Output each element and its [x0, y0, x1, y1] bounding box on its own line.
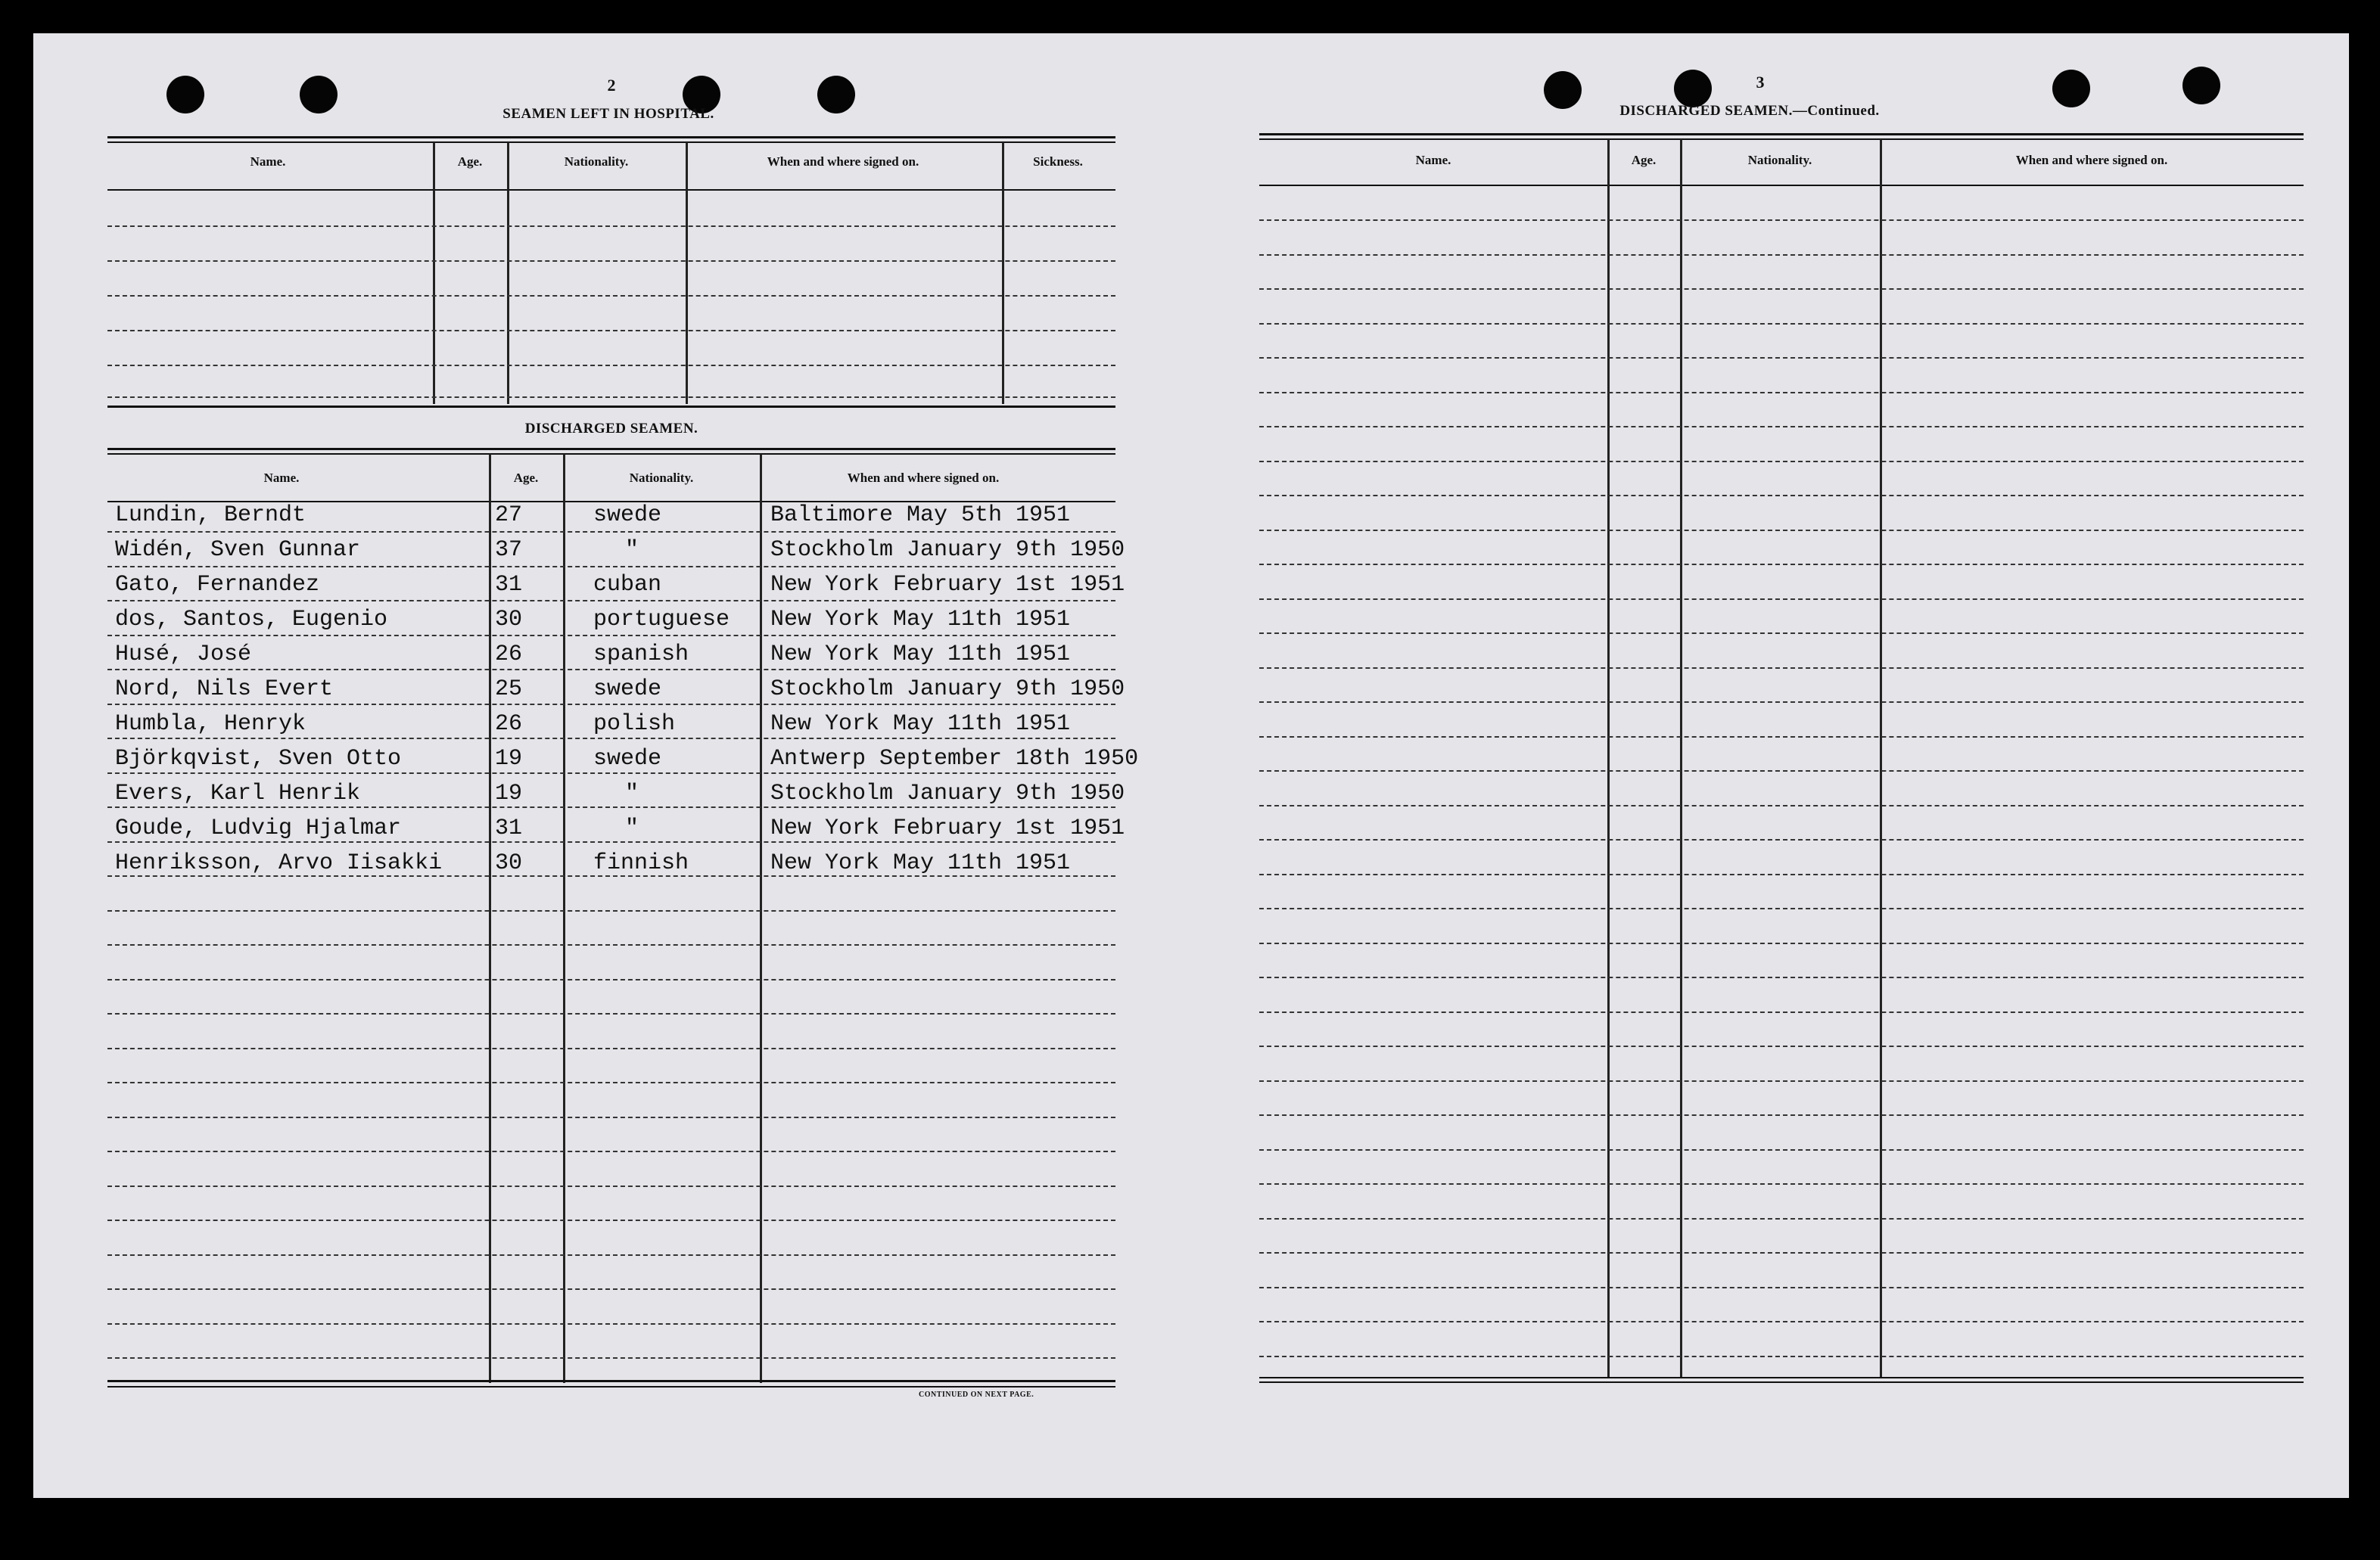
seaman-signed-on: Antwerp September 18th 1950: [770, 746, 1139, 772]
hospital-section-title: SEAMEN LEFT IN HOSPITAL.: [502, 106, 714, 122]
seaman-name: dos, Santos, Eugenio: [115, 607, 388, 632]
seaman-name: Husé, José: [115, 642, 252, 667]
discharged-continued-table: [1259, 133, 2304, 1434]
seaman-signed-on: Stockholm January 9th 1950: [770, 781, 1125, 806]
seaman-age: 37: [495, 537, 523, 563]
seaman-nationality: ": [625, 816, 639, 841]
ruled-line: [1259, 564, 2304, 565]
punch-hole: [166, 76, 204, 113]
ruled-line: [1259, 1149, 2304, 1151]
ruled-line: [107, 875, 1115, 877]
ruled-line: [107, 566, 1115, 567]
seaman-age: 27: [495, 502, 523, 528]
punch-hole: [1544, 71, 1582, 109]
seaman-nationality: polish: [593, 711, 676, 737]
ruled-line: [1259, 219, 2304, 221]
ruled-line: [1259, 908, 2304, 909]
punch-hole: [2052, 70, 2090, 107]
column-header-sickness: Sickness.: [1033, 154, 1083, 169]
punch-hole: [817, 76, 855, 113]
ruled-line: [107, 531, 1115, 533]
seaman-nationality: portuguese: [593, 607, 730, 632]
seaman-signed-on: Baltimore May 5th 1951: [770, 502, 1071, 528]
continued-note: CONTINUED ON NEXT PAGE.: [919, 1391, 1034, 1399]
hospital-table: [107, 136, 1115, 445]
seaman-name: Nord, Nils Evert: [115, 676, 334, 702]
ruled-line: [1259, 1252, 2304, 1254]
ruled-line: [1259, 839, 2304, 841]
ruled-line: [107, 1082, 1115, 1083]
ruled-line: [1259, 1218, 2304, 1220]
column-header-name: Name.: [263, 471, 300, 485]
seaman-signed-on: Stockholm January 9th 1950: [770, 537, 1125, 563]
ruled-line: [107, 704, 1115, 705]
column-header-nationality: Nationality.: [564, 154, 629, 169]
seaman-signed-on: New York May 11th 1951: [770, 642, 1071, 667]
ruled-line: [1259, 770, 2304, 772]
ruled-line: [107, 1220, 1115, 1221]
ruled-line: [107, 1013, 1115, 1015]
column-header-signed-on: When and where signed on.: [847, 471, 1000, 485]
ruled-line: [1259, 977, 2304, 978]
ruled-line: [107, 841, 1115, 843]
ruled-line: [1259, 495, 2304, 496]
seaman-name: Goude, Ludvig Hjalmar: [115, 816, 402, 841]
ruled-line: [107, 1117, 1115, 1118]
seaman-signed-on: Stockholm January 9th 1950: [770, 676, 1125, 702]
ruled-line: [1259, 632, 2304, 634]
seaman-name: Gato, Fernandez: [115, 572, 320, 598]
discharged-continued-title: DISCHARGED SEAMEN.—Continued.: [1619, 103, 1880, 119]
ruled-line: [1259, 598, 2304, 600]
column-header-nationality: Nationality.: [1747, 153, 1812, 167]
column-header-nationality: Nationality.: [629, 471, 694, 485]
seaman-nationality: spanish: [593, 642, 689, 667]
ruled-line: [107, 1186, 1115, 1187]
ruled-line: [1259, 874, 2304, 875]
ruled-line: [1259, 1080, 2304, 1082]
ruled-line: [1259, 701, 2304, 703]
seaman-nationality: finnish: [593, 850, 689, 876]
seaman-nationality: ": [625, 537, 639, 563]
table-row: [107, 670, 1125, 705]
punch-hole: [300, 76, 338, 113]
ruled-line: [107, 1357, 1115, 1359]
table-row: [107, 496, 1115, 531]
page-number: 2: [607, 76, 616, 95]
column-header-name: Name.: [1415, 153, 1451, 167]
seaman-name: Humbla, Henryk: [115, 711, 306, 737]
column-header-age: Age.: [1631, 153, 1657, 167]
seaman-age: 31: [495, 572, 523, 598]
seaman-age: 19: [495, 746, 523, 772]
column-header-signed-on: When and where signed on.: [2015, 153, 2168, 167]
ruled-line: [1259, 1046, 2304, 1047]
ruled-line: [107, 1323, 1115, 1325]
ruled-line: [1259, 1321, 2304, 1322]
table-row: [107, 635, 1115, 670]
ruled-line: [107, 944, 1115, 946]
ruled-line: [1259, 530, 2304, 531]
seaman-signed-on: New York May 11th 1951: [770, 607, 1071, 632]
ruled-line: [1259, 667, 2304, 669]
seaman-age: 25: [495, 676, 523, 702]
seaman-nationality: cuban: [593, 572, 662, 598]
ruled-line: [1259, 1012, 2304, 1013]
ruled-line: [1259, 1356, 2304, 1357]
ruled-line: [1259, 288, 2304, 290]
document-sheet: [33, 33, 2349, 1498]
ruled-line: [107, 600, 1115, 601]
table-row: [107, 705, 1115, 740]
ruled-line: [107, 772, 1115, 774]
table-row: [107, 566, 1125, 601]
page-number: 3: [1756, 73, 1765, 92]
seaman-nationality: swede: [593, 676, 662, 702]
ruled-line: [1259, 254, 2304, 256]
seaman-name: Widén, Sven Gunnar: [115, 537, 361, 563]
table-row: [107, 531, 1125, 566]
table-row: [107, 810, 1125, 844]
ruled-line: [107, 910, 1115, 912]
ruled-line: [1259, 1114, 2304, 1116]
punch-hole: [1674, 70, 1712, 107]
ruled-line: [1259, 805, 2304, 806]
seaman-name: Lundin, Berndt: [115, 502, 306, 528]
seaman-name: Björkqvist, Sven Otto: [115, 746, 402, 772]
seaman-signed-on: New York May 11th 1951: [770, 850, 1071, 876]
seaman-signed-on: New York May 11th 1951: [770, 711, 1071, 737]
ruled-line: [1259, 943, 2304, 944]
ruled-line: [1259, 357, 2304, 359]
table-row: [107, 775, 1125, 810]
seaman-signed-on: New York February 1st 1951: [770, 572, 1125, 598]
seaman-signed-on: New York February 1st 1951: [770, 816, 1125, 841]
ruled-line: [107, 669, 1115, 670]
column-header-signed-on: When and where signed on.: [767, 154, 919, 169]
ruled-line: [107, 738, 1115, 739]
ruled-line: [107, 635, 1115, 636]
seaman-age: 19: [495, 781, 523, 806]
seaman-age: 30: [495, 850, 523, 876]
ruled-line: [1259, 392, 2304, 393]
discharged-table: [107, 448, 1139, 1431]
seaman-age: 31: [495, 816, 523, 841]
ruled-line: [107, 1048, 1115, 1049]
column-header-age: Age.: [513, 471, 539, 485]
seaman-name: Henriksson, Arvo Iisakki: [115, 850, 443, 876]
seaman-name: Evers, Karl Henrik: [115, 781, 361, 806]
column-header-name: Name.: [250, 154, 286, 169]
seaman-age: 30: [495, 607, 523, 632]
ruled-line: [107, 1254, 1115, 1256]
ruled-line: [1259, 1183, 2304, 1185]
ruled-line: [1259, 461, 2304, 462]
seaman-nationality: swede: [593, 502, 662, 528]
table-row: [107, 740, 1139, 775]
ruled-line: [1259, 1287, 2304, 1288]
ruled-line: [1259, 736, 2304, 738]
ruled-line: [107, 1288, 1115, 1290]
ruled-line: [1259, 426, 2304, 427]
seaman-nationality: ": [625, 781, 639, 806]
seaman-nationality: swede: [593, 746, 662, 772]
ruled-line: [107, 979, 1115, 980]
punch-hole: [2182, 67, 2220, 104]
seaman-age: 26: [495, 711, 523, 737]
seaman-age: 26: [495, 642, 523, 667]
discharged-section-title: DISCHARGED SEAMEN.: [524, 421, 698, 437]
table-row: [107, 844, 1115, 879]
column-header-age: Age.: [457, 154, 483, 169]
ruled-line: [107, 1151, 1115, 1152]
ruled-line: [107, 806, 1115, 808]
table-row: [107, 601, 1115, 635]
ruled-line: [1259, 323, 2304, 325]
